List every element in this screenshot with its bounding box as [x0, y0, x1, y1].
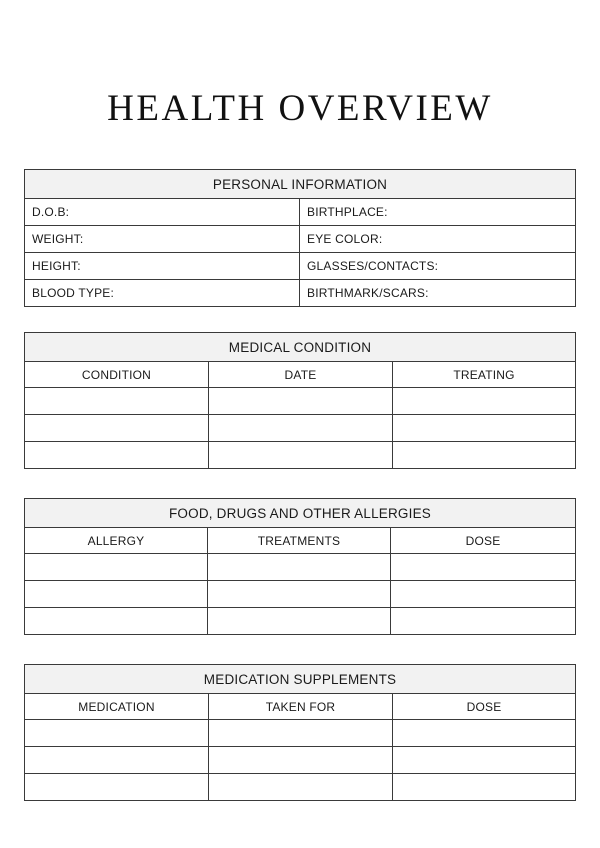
medication-cell[interactable]: [25, 774, 209, 801]
date-cell[interactable]: [209, 442, 393, 469]
glasses-contacts-field[interactable]: GLASSES/CONTACTS:: [300, 253, 576, 280]
condition-cell[interactable]: [25, 388, 209, 415]
eye-color-field[interactable]: EYE COLOR:: [300, 226, 576, 253]
treatments-cell[interactable]: [208, 581, 391, 608]
weight-field[interactable]: WEIGHT:: [25, 226, 300, 253]
allergy-column-header: ALLERGY: [25, 528, 208, 554]
dose-cell[interactable]: [393, 720, 576, 747]
medication-column-header: MEDICATION: [25, 694, 209, 720]
table-row: [25, 774, 576, 801]
medication-supplements-table: [24, 664, 576, 801]
section-header-row: [25, 333, 576, 362]
treating-cell[interactable]: [393, 442, 576, 469]
allergy-cell[interactable]: [25, 581, 208, 608]
table-row: [25, 280, 576, 307]
section-header-row: [25, 170, 576, 199]
date-cell[interactable]: [209, 388, 393, 415]
table-row: [25, 415, 576, 442]
table-row: [25, 554, 576, 581]
table-row: [25, 720, 576, 747]
dose-column-header: DOSE: [391, 528, 576, 554]
table-row: [25, 253, 576, 280]
table-row: [25, 199, 576, 226]
treating-cell[interactable]: [393, 415, 576, 442]
page-title: HEALTH OVERVIEW: [107, 88, 493, 129]
treating-column-header: TREATING: [393, 362, 576, 388]
allergy-cell[interactable]: [25, 608, 208, 635]
taken-for-cell[interactable]: [209, 774, 393, 801]
allergy-cell[interactable]: [25, 554, 208, 581]
table-row: [25, 581, 576, 608]
treatments-column-header: TREATMENTS: [208, 528, 391, 554]
column-header-row: [25, 362, 576, 388]
medication-cell[interactable]: [25, 747, 209, 774]
dose-cell[interactable]: [391, 554, 576, 581]
table-row: [25, 442, 576, 469]
taken-for-cell[interactable]: [209, 747, 393, 774]
column-header-row: [25, 694, 576, 720]
table-row: [25, 747, 576, 774]
dose-column-header: DOSE: [393, 694, 576, 720]
treating-cell[interactable]: [393, 388, 576, 415]
medical-condition-header: MEDICAL CONDITION: [25, 333, 576, 362]
allergies-table: [24, 498, 576, 635]
allergies-header: FOOD, DRUGS AND OTHER ALLERGIES: [25, 499, 576, 528]
birthplace-field[interactable]: BIRTHPLACE:: [300, 199, 576, 226]
taken-for-column-header: TAKEN FOR: [209, 694, 393, 720]
dose-cell[interactable]: [391, 581, 576, 608]
treatments-cell[interactable]: [208, 608, 391, 635]
date-column-header: DATE: [209, 362, 393, 388]
medication-cell[interactable]: [25, 720, 209, 747]
personal-information-header: PERSONAL INFORMATION: [25, 170, 576, 199]
height-field[interactable]: HEIGHT:: [25, 253, 300, 280]
condition-column-header: CONDITION: [25, 362, 209, 388]
dob-field[interactable]: D.O.B:: [25, 199, 300, 226]
medication-supplements-header: MEDICATION SUPPLEMENTS: [25, 665, 576, 694]
taken-for-cell[interactable]: [209, 720, 393, 747]
personal-information-table: [24, 169, 576, 307]
table-row: [25, 388, 576, 415]
condition-cell[interactable]: [25, 442, 209, 469]
treatments-cell[interactable]: [208, 554, 391, 581]
column-header-row: [25, 528, 576, 554]
section-header-row: [25, 665, 576, 694]
dose-cell[interactable]: [393, 747, 576, 774]
medical-condition-table: [24, 332, 576, 469]
birthmark-scars-field[interactable]: BIRTHMARK/SCARS:: [300, 280, 576, 307]
table-row: [25, 226, 576, 253]
dose-cell[interactable]: [391, 608, 576, 635]
date-cell[interactable]: [209, 415, 393, 442]
condition-cell[interactable]: [25, 415, 209, 442]
table-row: [25, 608, 576, 635]
section-header-row: [25, 499, 576, 528]
dose-cell[interactable]: [393, 774, 576, 801]
blood-type-field[interactable]: BLOOD TYPE:: [25, 280, 300, 307]
